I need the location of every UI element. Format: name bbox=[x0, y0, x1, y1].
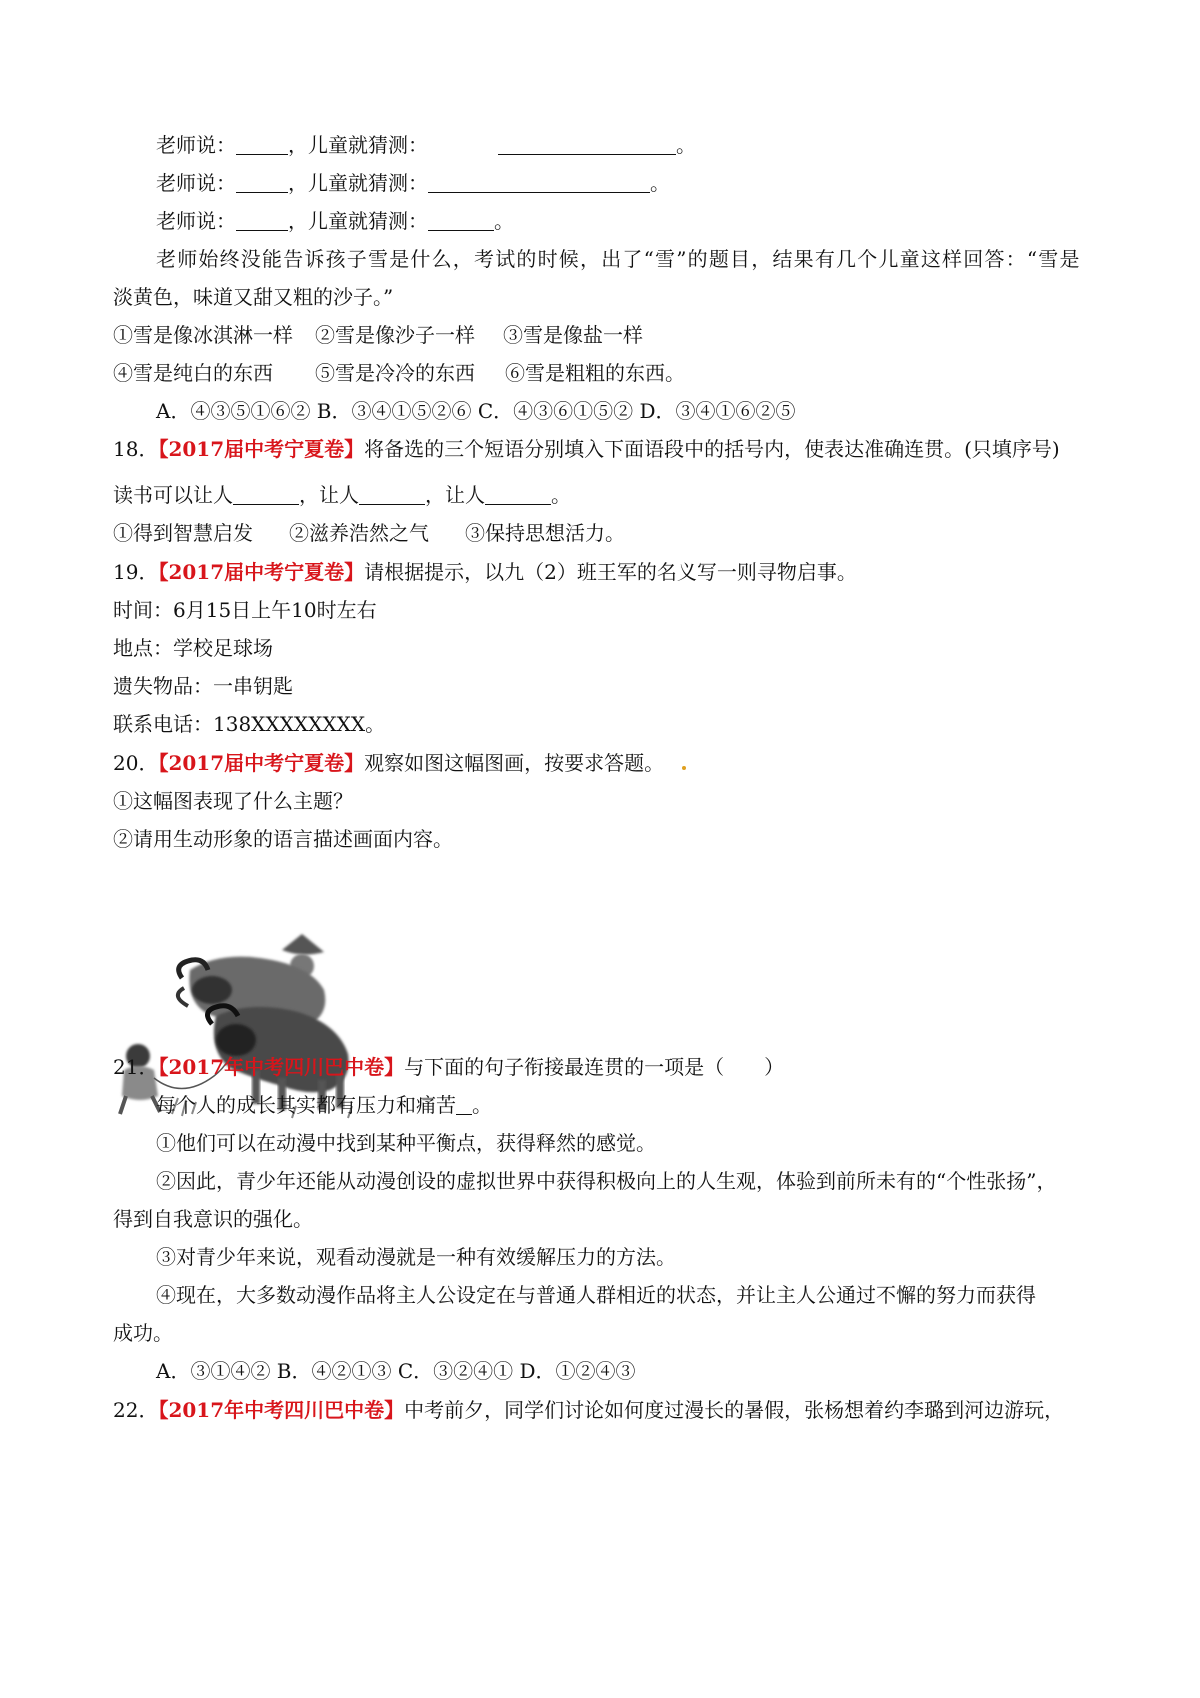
q17-answer-choices: A．④③⑤①⑥② B．③④①⑤②⑥ C．④③⑥①⑤② D．③④①⑥②⑤ bbox=[156, 399, 796, 423]
q22-source: 【2017年中考四川巴中卷】 bbox=[158, 1398, 405, 1422]
blank bbox=[236, 210, 288, 231]
q18-options: ①得到智慧启发 ②滋养浩然之气 ③保持思想活力。 bbox=[113, 521, 625, 545]
blank bbox=[428, 210, 494, 231]
q21-sentence-1: ①他们可以在动漫中找到某种平衡点，获得释然的感觉。 bbox=[156, 1131, 656, 1155]
q17-options-row-2: ④雪是纯白的东西 ⑤雪是冷冷的东西 ⑥雪是粗粗的东西。 bbox=[113, 361, 685, 385]
q19-time: 时间：6月15日上午10时左右 bbox=[113, 598, 377, 622]
q21-sentence-4-line-2: 成功。 bbox=[113, 1321, 173, 1345]
q21-heading: 21．【2017年中考四川巴中卷】与下面的句子衔接最连贯的一项是（ ） bbox=[113, 1055, 785, 1079]
q21-sentence-3: ③对青少年来说，观看动漫就是一种有效缓解压力的方法。 bbox=[156, 1245, 676, 1269]
q18-source: 【2017届中考宁夏卷】 bbox=[158, 437, 365, 461]
teacher-line-2: 老师说： ，儿童就猜测： 。 bbox=[156, 171, 670, 195]
blank bbox=[233, 484, 299, 505]
q21-answer-choices: A．③①④② B．④②①③ C．③②④① D．①②④③ bbox=[156, 1359, 636, 1383]
speck bbox=[682, 766, 686, 770]
q17-paragraph-line-1: 老师始终没能告诉孩子雪是什么，考试的时候，出了“雪”的题目，结果有几个儿童这样回答：“雪是 bbox=[156, 247, 1081, 271]
q21-sentence-4-line-1: ④现在，大多数动漫作品将主人公设定在与普通人群相近的状态，并让主人公通过不懈的努力而获得 bbox=[156, 1283, 1036, 1307]
blank bbox=[236, 134, 288, 155]
q19-heading: 19．【2017届中考宁夏卷】请根据提示，以九（2）班王军的名义写一则寻物启事。 bbox=[113, 560, 857, 584]
blank bbox=[456, 1094, 472, 1115]
q18-sentence: 读书可以让人 ，让人 ，让人 。 bbox=[113, 483, 571, 507]
q18-heading: 18．【2017届中考宁夏卷】将备选的三个短语分别填入下面语段中的括号内，使表达准确连贯。(只填序号) bbox=[113, 437, 1060, 461]
q19-phone: 联系电话：138XXXXXXXX。 bbox=[113, 712, 386, 736]
q20-source: 【2017届中考宁夏卷】 bbox=[158, 751, 365, 775]
blank bbox=[359, 484, 425, 505]
q17-paragraph-line-2: 淡黄色，味道又甜又粗的沙子。” bbox=[113, 285, 394, 309]
teacher-line-1: 老师说： ，儿童就猜测： 。 bbox=[156, 133, 696, 157]
q22-heading: 22．【2017年中考四川巴中卷】中考前夕，同学们讨论如何度过漫长的暑假，张杨想着约李璐到河边游玩， bbox=[113, 1398, 1065, 1422]
blank bbox=[236, 172, 288, 193]
q21-sentence-2-line-2: 得到自我意识的强化。 bbox=[113, 1207, 313, 1231]
blank bbox=[485, 484, 551, 505]
q19-item: 遗失物品：一串钥匙 bbox=[113, 674, 293, 698]
teacher-line-3: 老师说： ，儿童就猜测： 。 bbox=[156, 209, 514, 233]
q21-source: 【2017年中考四川巴中卷】 bbox=[158, 1055, 405, 1079]
blank bbox=[428, 172, 650, 193]
q21-lead-sentence: 每个人的成长其实都有压力和痛苦 。 bbox=[156, 1093, 492, 1117]
q20-heading: 20．【2017届中考宁夏卷】观察如图这幅图画，按要求答题。 bbox=[113, 751, 665, 775]
q19-place: 地点：学校足球场 bbox=[113, 636, 273, 660]
q17-options-row-1: ①雪是像冰淇淋一样 ②雪是像沙子一样 ③雪是像盐一样 bbox=[113, 323, 643, 347]
q21-sentence-2-line-1: ②因此，青少年还能从动漫创设的虚拟世界中获得积极向上的人生观，体验到前所未有的“个性张扬”， bbox=[156, 1169, 1057, 1193]
q20-sub-2: ②请用生动形象的语言描述画面内容。 bbox=[113, 827, 453, 851]
q20-sub-1: ①这幅图表现了什么主题？ bbox=[113, 789, 353, 813]
q19-source: 【2017届中考宁夏卷】 bbox=[158, 560, 365, 584]
blank bbox=[498, 134, 676, 155]
